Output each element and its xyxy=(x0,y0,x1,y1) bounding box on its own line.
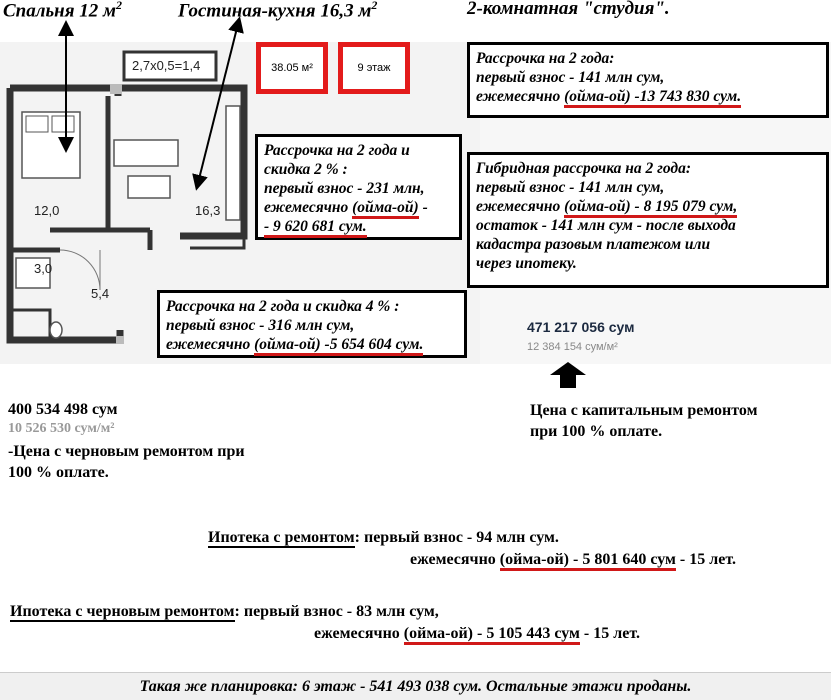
mortgage-renov-monthly: ежемесячно (ойма-ой) - 5 801 640 сум - 15 лет. xyxy=(410,549,736,570)
mortgage-rough-monthly: ежемесячно (ойма-ой) - 5 105 443 сум - 15 лет. xyxy=(314,623,640,644)
title-apartment-type: 2-комнатная "студия". xyxy=(467,0,670,19)
room-bath-area: 3,0 xyxy=(34,261,53,276)
installment-4pct-box: Рассрочка на 2 года и скидка 4 % : первый взнос - 316 млн сум, ежемесячно (ойма-ой) -5 654 604 сум. xyxy=(157,290,467,358)
up-arrow-icon xyxy=(550,362,586,388)
price-renov-per-m2: 12 384 154 сум/м² xyxy=(527,341,618,353)
title-bedroom: Спальня 12 $м^2$ xyxy=(3,0,123,22)
room-living-area: 16,3 xyxy=(195,203,221,218)
mortgage-renov: Ипотека с ремонтом: первый взнос - 94 млн сум. xyxy=(208,529,559,546)
room-hall-area: 5,4 xyxy=(91,286,110,301)
installment-2yr-box: Рассрочка на 2 года: первый взнос - 141 млн сум, ежемесячно (ойма-ой) -13 743 830 сум. xyxy=(467,42,829,118)
price-rough-caption: -Цена с черновым ремонтом при 100 % оплате. xyxy=(8,443,245,481)
price-renov-total: 471 217 056 сум xyxy=(527,319,635,335)
price-rough-total: 400 534 498 сум xyxy=(8,401,118,418)
area-badge: 38.05 м² xyxy=(256,42,328,94)
room-bedroom-area: 12,0 xyxy=(34,203,60,218)
installment-hybrid-box: Гибридная рассрочка на 2 года: первый взнос - 141 млн сум, ежемесячно (ойма-ой) - 8 195 079 сум, остаток - 141 млн сум - после выхода кадастра разовым платежом или через ипотеку. xyxy=(467,152,829,288)
arrow-living xyxy=(198,24,238,183)
footer-note: Такая же планировка: 6 этаж - 541 493 038 сум. Остальные этажи проданы. xyxy=(0,672,831,700)
price-renov-caption: Цена с капитальным ремонтом при 100 % оплате. xyxy=(530,402,758,440)
installment-2pct-box: Рассрочка на 2 года и скидка 2 % : первый взнос - 231 млн, ежемесячно (ойма-ой) - - 9 620 681 сум. xyxy=(255,134,462,240)
price-rough-per-m2: 10 526 530 сум/м² xyxy=(8,421,115,436)
balcony-size: 2,7х0,5=1,4 xyxy=(132,58,201,73)
title-living-kitchen: Гостиная-кухня 16,3 $м^2$ xyxy=(178,0,378,22)
mortgage-rough: Ипотека с черновым ремонтом: первый взнос - 83 млн сум, xyxy=(10,603,439,620)
floor-badge: 9 этаж xyxy=(338,42,410,94)
